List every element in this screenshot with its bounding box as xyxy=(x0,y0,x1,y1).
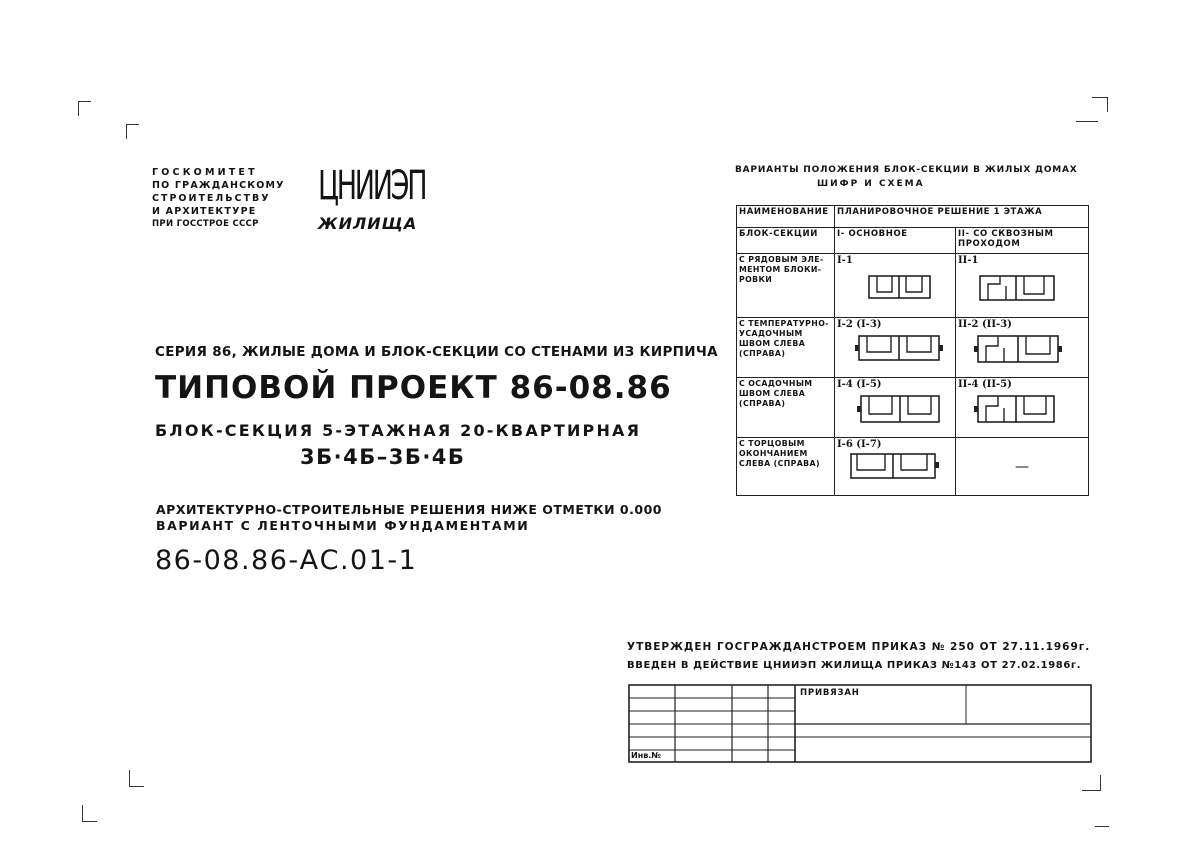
scheme-cell xyxy=(835,254,956,318)
corner-mark-top-left-inner xyxy=(126,124,139,139)
block-section-code: 3Б·4Б–3Б·4Б xyxy=(300,445,466,469)
approval-line-1: УТВЕРЖДЕН ГОСГРАЖДАНСТРОЕМ ПРИКАЗ № 250 ОТ 27.11.1969г. xyxy=(627,641,1091,653)
row-label: С ТОРЦОВЫМ ОКОНЧАНИЕМ СЛЕВА (СПРАВА) xyxy=(737,438,835,496)
no-variant-dash: — xyxy=(1015,458,1029,475)
scheme-cell xyxy=(835,438,956,496)
logo-text-bottom: ЖИЛИЩА xyxy=(318,214,418,233)
corner-mark-bottom-left-outer xyxy=(82,805,97,822)
variant-code: II-2 (II-3) xyxy=(958,319,1012,330)
section-scheme-icon xyxy=(837,450,953,484)
variant-code: I-2 (I-3) xyxy=(837,319,882,330)
header-col2-cell: II- СО СКВОЗНЫМ ПРОХОДОМ xyxy=(956,228,1089,254)
header-name-cell-2: БЛОК-СЕКЦИИ xyxy=(737,228,835,254)
project-title: ТИПОВОЙ ПРОЕКТ 86-08.86 xyxy=(155,370,672,406)
variants-table xyxy=(736,205,1089,496)
scheme-cell xyxy=(956,378,1089,438)
organization-line: СТРОИТЕЛЬСТВУ xyxy=(152,193,271,204)
header-col1-cell: I- ОСНОВНОЕ xyxy=(835,228,956,254)
organization-line: И АРХИТЕКТУРЕ xyxy=(152,206,257,217)
organization-line: ПРИ ГОССТРОЕ СССР xyxy=(152,219,259,229)
scheme-cell xyxy=(835,318,956,378)
logo-text-top: ЦНИИЭП xyxy=(318,163,426,209)
row-label: С ТЕМПЕРАТУРНО-УСАДОЧНЫМ ШВОМ СЛЕВА (СПРАВА) xyxy=(737,318,835,378)
stamp-inventory-label: Инв.№ xyxy=(631,751,661,760)
document-code: 86-08.86-АС.01-1 xyxy=(155,545,418,576)
variants-table-title-line-2: ШИФР И СХЕМА xyxy=(817,179,925,189)
stamp-grid xyxy=(628,684,1092,764)
stamp-attached-label: ПРИВЯЗАН xyxy=(800,688,860,698)
row-label: С ОСАДОЧНЫМ ШВОМ СЛЕВА (СПРАВА) xyxy=(737,378,835,438)
corner-mark-bottom-left-inner xyxy=(129,770,144,787)
organization-name xyxy=(152,166,285,231)
arch-solutions-line-1: АРХИТЕКТУРНО-СТРОИТЕЛЬНЫЕ РЕШЕНИЯ НИЖЕ ОТМЕТКИ 0.000 xyxy=(156,502,662,517)
organization-line: ПО ГРАЖДАНСКОМУ xyxy=(152,180,285,191)
organization-line: ГОСКОМИТЕТ xyxy=(152,167,258,178)
variants-table-title-line-1: ВАРИАНТЫ ПОЛОЖЕНИЯ БЛОК-СЕКЦИИ В ЖИЛЫХ ДОМАХ xyxy=(735,165,1078,175)
corner-mark-top-right-outer xyxy=(1092,97,1108,112)
variants-table-title xyxy=(735,163,1078,191)
institute-logo xyxy=(318,163,461,233)
empty-scheme-cell xyxy=(956,438,1089,496)
corner-mark-top-right-inner xyxy=(1076,121,1098,128)
variant-code: I-1 xyxy=(837,255,853,266)
arch-solutions-line-2: ВАРИАНТ С ЛЕНТОЧНЫМИ ФУНДАМЕНТАМИ xyxy=(156,518,530,533)
corner-mark-bottom-right-inner xyxy=(1082,775,1101,791)
block-section-title: БЛОК-СЕКЦИЯ 5-ЭТАЖНАЯ 20-КВАРТИРНАЯ xyxy=(155,421,642,440)
scheme-cell xyxy=(956,318,1089,378)
approval-line-2: ВВЕДЕН В ДЕЙСТВИЕ ЦНИИЭП ЖИЛИЩА ПРИКАЗ №143 ОТ 27.02.1986г. xyxy=(627,660,1082,671)
series-line: СЕРИЯ 86, ЖИЛЫЕ ДОМА И БЛОК-СЕКЦИИ СО СТЕНАМИ ИЗ КИРПИЧА xyxy=(155,344,718,360)
section-scheme-icon xyxy=(958,330,1086,366)
header-name-cell-1: НАИМЕНОВАНИЕ xyxy=(737,206,835,228)
section-scheme-icon xyxy=(958,266,1086,302)
corner-mark-top-left-outer xyxy=(78,101,91,116)
row-label: С РЯДОВЫМ ЭЛЕ-МЕНТОМ БЛОКИ-РОВКИ xyxy=(737,254,835,318)
section-scheme-icon xyxy=(958,390,1086,426)
variant-code: I-4 (I-5) xyxy=(837,379,882,390)
header-plan-cell: ПЛАНИРОВОЧНОЕ РЕШЕНИЕ 1 ЭТАЖА xyxy=(835,206,1089,228)
scheme-cell xyxy=(956,254,1089,318)
corner-mark-bottom-right-outer xyxy=(1095,826,1109,829)
variant-code: I-6 (I-7) xyxy=(837,439,882,450)
section-scheme-icon xyxy=(837,390,953,426)
section-scheme-icon xyxy=(837,330,953,366)
variant-code: II-4 (II-5) xyxy=(958,379,1012,390)
section-scheme-icon xyxy=(837,266,953,302)
variant-code: II-1 xyxy=(958,255,979,266)
scheme-cell xyxy=(835,378,956,438)
